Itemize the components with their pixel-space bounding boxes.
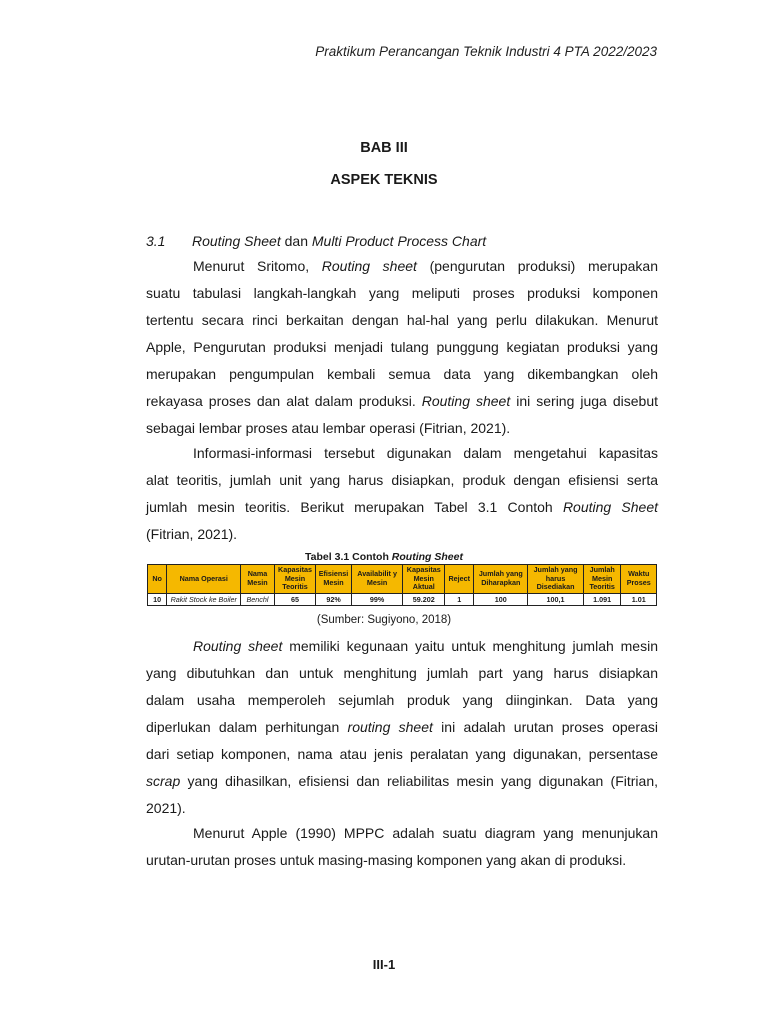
table-header-cell: Nama Operasi (167, 565, 241, 594)
paragraph-line: urutan-urutan proses untuk masing-masing komponen yang akan di produksi. (146, 852, 627, 868)
paragraph-line: merupakan pengumpulan kembali semua data yang dikembangkan oleh (146, 366, 658, 382)
section-title-italic-2: Multi Product Process Chart (311, 233, 487, 249)
table-cell: 100 (474, 593, 528, 605)
table-cell: 100,1 (528, 593, 584, 605)
table-cell: 10 (148, 593, 167, 605)
table-cell: 1 (445, 593, 474, 605)
table-header-cell: Jumlah yang harus Disediakan (528, 565, 584, 594)
table-cell: 1.01 (621, 593, 657, 605)
table-header-cell: Availabilit y Mesin (351, 565, 403, 594)
table-caption: Tabel 3.1 Contoh Routing Sheet (305, 551, 463, 563)
table-header-cell: Nama Mesin (241, 565, 274, 594)
paragraph-line: Routing sheet memiliki kegunaan yaitu untuk menghitung jumlah mesin (193, 638, 658, 654)
paragraph-line: (Fitrian, 2021). (146, 526, 238, 542)
section-number: 3.1 (146, 233, 166, 249)
table-header-cell: Jumlah yang Diharapkan (474, 565, 528, 594)
table-cell: 1.091 (583, 593, 621, 605)
paragraph-line: Menurut Sritomo, Routing sheet (pengurutan produksi) merupakan (193, 258, 658, 274)
table-cell: 99% (351, 593, 403, 605)
paragraph-line: Apple, Pengurutan produksi menjadi tulang punggung kegiatan produksi yang (146, 339, 658, 355)
paragraph-line: rekayasa proses dan alat dalam produksi. Routing sheet ini sering juga disebut (146, 393, 658, 409)
paragraph-line: sebagai lembar proses atau lembar operasi (Fitrian, 2021). (146, 420, 511, 436)
paragraph-3 (146, 633, 658, 822)
chapter-title: ASPEK TEKNIS (330, 172, 438, 188)
table-header-cell: Waktu Proses (621, 565, 657, 594)
table-cell: 65 (274, 593, 316, 605)
paragraph-line: tertentu secara rinci berkaitan dengan hal-hal yang perlu dilakukan. Menurut (146, 312, 658, 328)
table-header-row (148, 565, 657, 594)
paragraph-line: dari setiap komponen, nama atau jenis peralatan yang digunakan, persentase (146, 746, 658, 762)
paragraph-4 (146, 820, 658, 874)
table-header-cell: No (148, 565, 167, 594)
paragraph-line: suatu tabulasi langkah-langkah yang meliputi proses produksi komponen (146, 285, 658, 301)
paragraph-line: jumlah mesin teoritis. Berikut merupakan Tabel 3.1 Contoh Routing Sheet (146, 499, 659, 515)
table-cell: 59.202 (403, 593, 445, 605)
paragraph-2 (146, 440, 658, 548)
paragraph-line: Menurut Apple (1990) MPPC adalah suatu diagram yang menunjukan (193, 825, 658, 841)
page-number: III-1 (372, 957, 396, 972)
paragraph-1 (146, 253, 658, 442)
table-cell: 92% (316, 593, 351, 605)
paragraph-line: 2021). (146, 800, 186, 816)
table-header-cell: Efisiensi Mesin (316, 565, 351, 594)
paragraph-line: Informasi-informasi tersebut digunakan dalam mengetahui kapasitas (193, 445, 658, 461)
paragraph-line: alat teoritis, jumlah unit yang harus disiapkan, produk dengan efisiensi serta (146, 472, 658, 488)
table-header-cell: Kapasitas Mesin Teoritis (274, 565, 316, 594)
paragraph-line: yang dibutuhkan dan untuk menghitung jumlah part yang harus disiapkan (146, 665, 658, 681)
paragraph-line: dalam usaha memperoleh sejumlah produk yang diinginkan. Data yang (146, 692, 658, 708)
table-cell: Rakit Stock ke Boiler (167, 593, 241, 605)
table-cell: Benchl (241, 593, 274, 605)
running-header: Praktikum Perancangan Teknik Industri 4 PTA 2022/2023 (315, 44, 657, 59)
table-source: (Sumber: Sugiyono, 2018) (316, 614, 452, 626)
section-heading (146, 233, 486, 249)
routing-sheet-table (147, 564, 657, 606)
table-header-cell: Kapasitas Mesin Aktual (403, 565, 445, 594)
table-row (148, 593, 657, 605)
table-header-cell: Reject (445, 565, 474, 594)
table-header-cell: Jumlah Mesin Teoritis (583, 565, 621, 594)
section-title-italic-1: Routing Sheet (192, 233, 281, 249)
chapter-number: BAB III (360, 140, 408, 156)
paragraph-line: scrap yang dihasilkan, efisiensi dan reliabilitas mesin yang digunakan (Fitrian, (146, 773, 658, 789)
paragraph-line: diperlukan dalam perhitungan routing sheet ini adalah urutan proses operasi (146, 719, 658, 735)
section-title-connector: dan (280, 233, 312, 249)
